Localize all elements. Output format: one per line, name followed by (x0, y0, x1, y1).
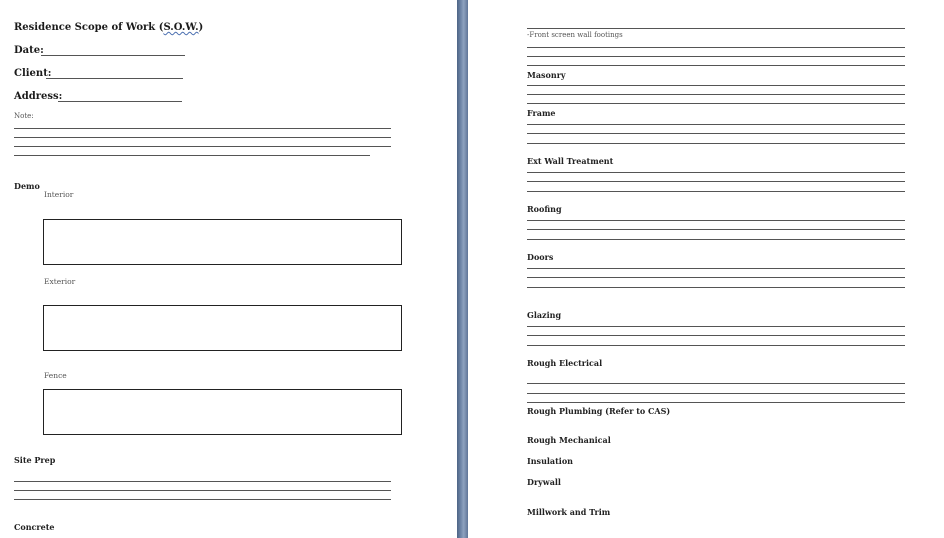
glazing-line[interactable] (527, 335, 905, 336)
note-line[interactable] (14, 155, 370, 156)
right-page (468, 0, 944, 538)
site-prep-line[interactable] (14, 481, 391, 482)
address-field-line[interactable] (58, 101, 182, 102)
ext-wall-line[interactable] (527, 191, 905, 192)
title-prefix: Residence Scope of Work ( (14, 22, 164, 33)
masonry-line[interactable] (527, 85, 905, 86)
left-page (0, 0, 457, 538)
frame-heading: Frame (527, 108, 556, 118)
interior-label: Interior (44, 190, 74, 199)
rough-electrical-line[interactable] (527, 402, 905, 403)
insulation-heading: Insulation (527, 456, 573, 466)
concrete-line[interactable] (527, 56, 905, 57)
client-field-line[interactable] (46, 78, 183, 79)
note-line[interactable] (14, 137, 391, 138)
rough-electrical-line[interactable] (527, 383, 905, 384)
roofing-heading: Roofing (527, 204, 562, 214)
roofing-line[interactable] (527, 229, 905, 230)
document-title (14, 22, 203, 33)
rough-electrical-line[interactable] (527, 393, 905, 394)
ext-wall-line[interactable] (527, 181, 905, 182)
doors-line[interactable] (527, 268, 905, 269)
roofing-line[interactable] (527, 239, 905, 240)
frame-line[interactable] (527, 143, 905, 144)
roofing-line[interactable] (527, 220, 905, 221)
demo-heading: Demo (14, 181, 40, 191)
rough-mechanical-heading: Rough Mechanical (527, 435, 611, 445)
glazing-line[interactable] (527, 345, 905, 346)
date-field-line[interactable] (41, 55, 185, 56)
fence-textbox[interactable] (43, 389, 402, 435)
date-label: Date: (14, 45, 44, 56)
note-line[interactable] (14, 146, 391, 147)
exterior-textbox[interactable] (43, 305, 402, 351)
rough-plumbing-heading: Rough Plumbing (Refer to CAS) (527, 406, 671, 416)
doors-line[interactable] (527, 277, 905, 278)
site-prep-heading: Site Prep (14, 455, 56, 465)
concrete-line[interactable] (527, 65, 905, 66)
millwork-heading: Millwork and Trim (527, 507, 611, 517)
interior-textbox[interactable] (43, 219, 402, 265)
frame-line[interactable] (527, 133, 905, 134)
frame-line[interactable] (527, 124, 905, 125)
rough-electrical-heading: Rough Electrical (527, 358, 603, 368)
note-line[interactable] (14, 128, 391, 129)
site-prep-line[interactable] (14, 490, 391, 491)
note-label: Note: (14, 112, 34, 120)
address-label: Address: (14, 91, 63, 102)
exterior-label: Exterior (44, 277, 76, 286)
title-abbrev: S.O.W. (163, 22, 199, 33)
drywall-heading: Drywall (527, 477, 561, 487)
ext-wall-line[interactable] (527, 172, 905, 173)
masonry-line[interactable] (527, 94, 905, 95)
ext-wall-heading: Ext Wall Treatment (527, 156, 614, 166)
masonry-line[interactable] (527, 103, 905, 104)
front-screen-note: -Front screen wall footings (527, 31, 623, 39)
client-label: Client: (14, 68, 52, 79)
concrete-line[interactable] (527, 28, 905, 29)
concrete-line[interactable] (527, 47, 905, 48)
fence-label: Fence (44, 371, 67, 380)
masonry-heading: Masonry (527, 70, 566, 80)
page-gutter-divider (457, 0, 468, 538)
site-prep-line[interactable] (14, 499, 391, 500)
title-suffix: ) (198, 22, 204, 33)
concrete-heading: Concrete (14, 522, 55, 532)
doors-line[interactable] (527, 287, 905, 288)
doors-heading: Doors (527, 252, 554, 262)
glazing-heading: Glazing (527, 310, 562, 320)
glazing-line[interactable] (527, 326, 905, 327)
